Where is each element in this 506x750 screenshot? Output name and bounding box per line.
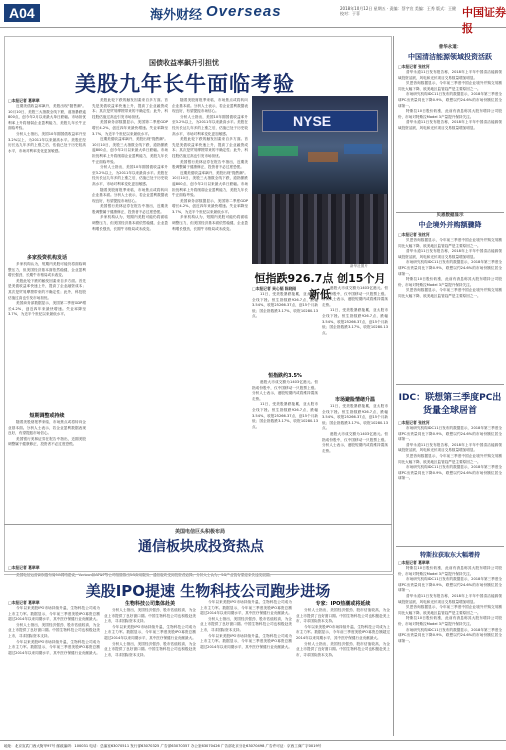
paragraph: 今年以来美股IPO市场持续升温，生物科技公司成为上市主力军。数据显示，今年前三季度美股IPO募资总额超过2014年以来同期水平，其中医疗保健行业贡献最大。: [200, 633, 292, 649]
paragraph: 市场研究机构IDC11日发布的数据显示，2018年第三季度全球PC出货量同比下降0.9%，联想以约24.6%的市场份额位居全球第一。: [398, 627, 502, 643]
story-kicker: 美国电信巨头积极布局: [174, 529, 225, 535]
paragraph: 特斯拉10日股价收涨，此前有消息称其大股东增持公司股份，市场对特斯拉Model 3产量提升保持关注。: [398, 109, 502, 119]
story-column: [8, 600, 100, 738]
story-column: [296, 600, 390, 738]
paragraph: 随着美股财报季来临，市场焦点或将转向企业基本面。分析人士表示，若企业盈利数据表现良好，有望提振市场信心。: [172, 98, 248, 114]
paragraph: 随着美股财报季来临，市场焦点或将转向企业基本面。分析人士表示，若企业盈利数据表现良好，有望提振市场信心。: [92, 187, 168, 203]
paragraph: 普华永道11日发布报告称，2018年上半年中国清洁能源领域投资活跃，风电和光伏项目交易数量增加明显。: [398, 120, 502, 130]
story-kicker: 国债收益率飙升引担忧: [149, 59, 219, 67]
paragraph: 今年以来美股IPO市场持续升温，生物科技公司成为上市主力军。数据显示，今年前三季度美股IPO募资总额超过2014年以来同期水平，其中医疗保健行业贡献最大。: [8, 606, 100, 622]
paragraph: 近期美债收益率飙升，美股出现"抛售潮"。10月10日，美股三大指数全线下跌，道指暴跌逾800点，创今年2月以来最大单日跌幅。市场担忧利率上升将削弱企业盈利能力，美股九年长牛正面临考验。: [92, 137, 168, 164]
nyse-banner: NYSE: [262, 110, 378, 132]
story-headline[interactable]: 恒指跌926.7点 创15个月新低: [254, 272, 386, 301]
subheading: 短期调整或持续: [29, 413, 65, 419]
display-screen: [258, 146, 298, 156]
paragraph: 市场研究机构IDC11日发布的数据显示，2018年第三季度全球PC出货量同比下降0.9%，联想以约24.6%的市场份额位居全球第一。: [398, 260, 502, 276]
paragraph: 普华永道11日发布报告称，2018年上半年中国清洁能源领域投资活跃，风电和光伏项目交易数量增加明显。: [398, 593, 502, 604]
display-screen: [308, 152, 338, 162]
story-column: [92, 98, 168, 518]
nyse-trading-floor-photo: [252, 96, 388, 264]
paragraph: 贝恩咨询数据显示，今年前三季度中国企业境外并购交易额同比大幅下降，欧美地区监管趋严是主要原因之一。: [398, 453, 502, 464]
paragraph: 美国电信运营商积极布局5G网络建设，Verizon和AT&T等公司相继推出5G商用服务，通信板块受到投资者追捧。分析人士认为，5G产业链有望迎来快速发展期。: [16, 573, 274, 577]
subheading: 市场避险情绪升温: [334, 397, 375, 403]
section-title-en: Overseas: [206, 3, 282, 20]
page-number: A04: [4, 4, 40, 22]
paragraph: 特斯拉10日股价收涨，此前有消息称其大股东增持公司股份，市场对特斯拉Model 3产量提升保持关注。: [398, 616, 502, 626]
paragraph: 今年以来美股IPO市场持续升温，生物科技公司成为上市主力军。数据显示，今年前三季度美股IPO募资总额超过2014年以来同期水平，其中医疗保健行业贡献最大。: [104, 624, 196, 640]
story-byline: □本报记者 葛翠翠: [8, 600, 40, 605]
story-headline[interactable]: IDC：联想第三季度PC出货量全球居首: [398, 393, 502, 416]
paragraph: 11日，受美股暴跌拖累，亚太股市全线下挫。恒生指数跌926.7点，跌幅3.54%，收报25266.37点，创15个月新低；国企指数跌3.17%，收报10280.13点。: [252, 292, 318, 319]
footer-info: 地址：北京宣武门西大街甲97号 邮政编码：100031 电话：总编室63070511 发行部63070325 广告部63070357 办公室63070426 广告部北京分社63070498 广告许可证：京西工商广字0019号: [0, 740, 506, 750]
paragraph: 贝恩咨询数据显示，今年前三季度中国企业境外并购交易额同比大幅下降，欧美地区监管趋严是主要原因之一。: [398, 288, 502, 298]
story-headline[interactable]: 通信板块成投资热点: [138, 539, 264, 555]
story-byline: □本报记者 葛翠翠: [8, 565, 40, 570]
paragraph: 普华永道11日发布报告称，2018年上半年中国清洁能源领域投资活跃，风电和光伏项目交易数量增加明显。: [398, 70, 502, 80]
paragraph: 分析人士指出，美国经济强劲、股市估值较高，为企业上市提供了良好窗口期。中国生物科技公司也积极赴美上市，寻求国际资本支持。: [200, 616, 292, 632]
section-divider: [4, 524, 392, 525]
paragraph: 11日，受美股暴跌拖累，亚太股市全线下挫。恒生指数跌926.7点，跌幅3.54%，收报25266.37点，创15个月新低；国企指数跌3.17%，收报10280.13点。: [252, 402, 318, 429]
trader-crowd: [252, 194, 388, 264]
story-column: [398, 420, 502, 544]
paragraph: 分析人士指出，美国10年期国债收益率升至3.2%以上，为2011年以来最高水平。美股在经历长达九年多的上涨之后，估值已处于历史较高水平，市场对利率变化更加敏感。: [92, 165, 168, 186]
paragraph: 分析人士指出，美国10年期国债收益率升至3.2%以上，为2011年以来最高水平。美股在经历长达九年多的上涨之后，估值已处于历史较高水平，市场对利率变化更加敏感。: [8, 131, 86, 153]
section-divider: [396, 384, 504, 385]
paragraph: 美国商务部数据显示，美国第二季度GDP增长4.2%，创近四年来最快增速。失业率降至3.7%，为近半个世纪以来最低水平。: [92, 120, 168, 136]
paragraph: 特斯拉10日股价收涨，此前有消息称其大股东增持公司股份，市场对特斯拉Model 3产量提升保持关注。: [398, 566, 502, 576]
paragraph: 分析人士指出，美国10年期国债收益率升至3.2%以上，为2011年以来最高水平。美股在经历长达九年多的上涨之后，估值已处于历史较高水平，市场对利率变化更加敏感。: [172, 114, 248, 136]
paragraph: 市场研究机构IDC11日发布的数据显示，2018年第三季度全球PC出货量同比下降0.9%，联想以约24.6%的市场份额位居全球第一。: [398, 465, 502, 481]
story-column: [172, 98, 248, 518]
story-column: [104, 600, 196, 738]
paragraph: 11日，受美股暴跌拖累，亚太股市全线下挫。恒生指数跌926.7点，跌幅3.54%，收报25266.37点，创15个月新低；国企指数跌3.17%，收报10280.13点。: [322, 308, 388, 335]
story-headline[interactable]: 特斯拉获取东大幅增持: [419, 552, 480, 559]
story-column: [398, 64, 502, 214]
story-byline: □本报记者 葛翠翠: [8, 98, 40, 103]
display-screen: [344, 144, 382, 154]
subheading: 专家：IPO热潮或将延续: [315, 601, 371, 607]
subheading: 生物科技公司集体赴美: [124, 601, 175, 607]
paragraph: 今年以来美股IPO市场持续升温，生物科技公司成为上市主力军。数据显示，今年前三季度美股IPO募资总额超过2014年以来同期水平，其中医疗保健行业贡献最大。: [296, 624, 390, 640]
story-kicker: 普华永道：: [438, 45, 462, 50]
paragraph: 多家机构认为，短期内美股可能仍将面临调整压力，但美国经济基本面依然稳健，企业盈利增长强劲，长期牛市格局或未改变。: [172, 215, 248, 231]
paragraph: 贝恩咨询数据显示，今年前三季度中国企业境外并购交易额同比大幅下降，欧美地区监管趋严是主要原因之一。: [398, 81, 502, 91]
paragraph: 普华永道11日发布报告称，2018年上半年中国清洁能源领域投资活跃，风电和光伏项目交易数量增加明显。: [398, 249, 502, 259]
subheading: 多家投资机构发话: [26, 255, 67, 261]
story-headline[interactable]: 美股九年长牛面临考验: [75, 72, 295, 96]
paragraph: 美股此轮下跌的触发因素来自多方面。首先是美债收益率快速上升，提高了企业融资成本；其次是贸易摩擦带来的不确定性；此外，科技股估值过高也引发市场担忧。: [172, 137, 248, 158]
header-meta: 2018年10月12日 星期五 · 责编：蔡宇宣 美编：王秀 版式：王健 校对：于菲: [340, 6, 456, 16]
paragraph: 市场研究机构IDC11日发布的数据显示，2018年第三季度全球PC出货量同比下降0.9%，联想以约24.6%的市场份额位居全球第一。: [398, 92, 502, 108]
paragraph: 美股此轮下跌的触发因素来自多方面。首先是美债收益率快速上升，提高了企业融资成本；其次是贸易摩擦带来的不确定性；此外，科技股估值过高也引发市场担忧。: [92, 98, 168, 119]
paper-logo: 中国证券报: [462, 6, 506, 35]
story-kicker: 贝恩数据显示: [436, 213, 464, 218]
section-title-cn: 海外财经: [150, 8, 203, 23]
paragraph: 港股大市成交额为1403亿港元。恒指成份股中，仅中国移动一只股票上涨。分析人士表示，港股短期内或将维持震荡走势。: [252, 380, 318, 401]
story-byline: □本报记者 张枕河: [398, 232, 430, 237]
story-column: [8, 98, 86, 518]
story-column: [200, 600, 292, 738]
paragraph: 市场研究机构IDC11日发布的数据显示，2018年第三季度全球PC出货量同比下降0.9%，联想以约24.6%的市场份额位居全球第一。: [398, 426, 502, 442]
paragraph: 美国商务部数据显示，美国第二季度GDP增长4.2%，创近四年来最快增速。失业率降至3.7%，为近半个世纪以来最低水平。: [8, 301, 86, 317]
paragraph: 今年以来美股IPO市场持续升温，生物科技公司成为上市主力军。数据显示，今年前三季度美股IPO募资总额超过2014年以来同期水平，其中医疗保健行业贡献最大。: [8, 639, 100, 655]
story-byline: □本报记者 张枕河: [398, 420, 430, 425]
paragraph: 普华永道11日发布报告称，2018年上半年中国清洁能源领域投资活跃，风电和光伏项目交易数量增加明显。: [398, 442, 502, 453]
story-headline[interactable]: 中企境外并购额骤降: [418, 221, 482, 229]
story-byline: □本报记者 吴心韬 陈晓刚: [252, 286, 297, 291]
paragraph: 分析人士指出，美国经济强劲、股市估值较高，为企业上市提供了良好窗口期。中国生物科技公司也积极赴美上市，寻求国际资本支持。: [296, 608, 390, 624]
paragraph: 近期美债收益率飙升，美股出现"抛售潮"。10月10日，美股三大指数全线下跌，道指暴跌逾800点，创今年2月以来最大单日跌幅。市场担忧利率上升将削弱企业盈利能力，美股九年长牛正面临考验。: [172, 170, 248, 198]
paragraph: 美国银行美林证券在报告中指出，近期美股调整属于健康修正，投资者不必过度恐慌。: [8, 436, 86, 447]
paragraph: 分析人士指出，美国经济强劲、股市估值较高，为企业上市提供了良好窗口期。中国生物科技公司也积极赴美上市，寻求国际资本支持。: [104, 641, 196, 657]
paragraph: 美国银行美林证券在报告中指出，近期美股调整属于健康修正，投资者不必过度恐慌。: [172, 159, 248, 170]
section-divider: [396, 546, 504, 547]
paragraph: 分析人士指出，美国经济强劲、股市估值较高，为企业上市提供了良好窗口期。中国生物科技公司也积极赴美上市，寻求国际资本支持。: [104, 608, 196, 624]
paragraph: 贝恩咨询数据显示，今年前三季度中国企业境外并购交易额同比大幅下降，欧美地区监管趋严是主要原因之一。: [398, 238, 502, 248]
story-byline: □本报记者 张枕河: [398, 64, 430, 69]
story-column: [398, 560, 502, 736]
paragraph: 特斯拉10日股价收涨，此前有消息称其大股东增持公司股份，市场对特斯拉Model 3产量提升保持关注。: [398, 277, 502, 287]
story-headline[interactable]: 美股IPO提速 生物科技公司跑步进场: [85, 582, 331, 600]
paragraph: 多家机构认为，短期内美股可能仍将面临调整压力，但美国经济基本面依然稳健，企业盈利增长强劲，长期牛市格局或未改变。: [92, 215, 168, 231]
story-column: [322, 286, 388, 520]
paragraph: 市场研究机构IDC11日发布的数据显示，2018年第三季度全球PC出货量同比下降0.9%，联想以约24.6%的市场份额位居全球第一。: [398, 577, 502, 593]
paragraph: 贝恩咨询数据显示，今年前三季度中国企业境外并购交易额同比大幅下降，欧美地区监管趋严是主要原因之一。: [398, 605, 502, 615]
story-headline[interactable]: 中国清洁能源领域投资活跃: [408, 53, 492, 61]
paragraph: 11日，受美股暴跌拖累，亚太股市全线下挫。恒生指数跌926.7点，跌幅3.54%，收报25266.37点，创15个月新低；国企指数跌3.17%，收报10280.13点。: [322, 404, 388, 431]
paragraph: 随着美股财报季来临，市场焦点或将转向企业基本面。分析人士表示，若企业盈利数据表现良好，有望提振市场信心。: [8, 420, 86, 436]
photo-credit: 新华社图片: [350, 264, 368, 268]
paragraph: 港股大市成交额为1403亿港元。恒指成份股中，仅中国移动一只股票上涨。分析人士表示，港股短期内或将维持震荡走势。: [322, 431, 388, 453]
paragraph: 美国商务部数据显示，美国第二季度GDP增长4.2%，创近四年来最快增速。失业率降至3.7%，为近半个世纪以来最低水平。: [172, 198, 248, 214]
story-column: [252, 286, 318, 520]
story-body: [8, 554, 388, 577]
paragraph: 近期美债收益率飙升，美股出现"抛售潮"。10月10日，美股三大指数全线下跌，道指暴跌逾800点，创今年2月以来最大单日跌幅。市场担忧利率上升将削弱企业盈利能力，美股九年长牛正面临考验。: [8, 104, 86, 131]
paragraph: 今年以来美股IPO市场持续升温，生物科技公司成为上市主力军。数据显示，今年前三季度美股IPO募资总额超过2014年以来同期水平，其中医疗保健行业贡献最大。: [200, 600, 292, 616]
story-byline: □本报记者 葛翠翠: [398, 560, 430, 565]
paragraph: 美股此轮下跌的触发因素来自多方面。首先是美债收益率快速上升，提高了企业融资成本；其次是贸易摩擦带来的不确定性；此外，科技股估值过高也引发市场担忧。: [8, 278, 86, 300]
paragraph: 多家机构认为，短期内美股可能仍将面临调整压力，但美国经济基本面依然稳健，企业盈利增长强劲，长期牛市格局或未改变。: [8, 262, 86, 278]
paragraph: 港股大市成交额为1403亿港元。恒指成份股中，仅中国移动一只股票上涨。分析人士表示，港股短期内或将维持震荡走势。: [322, 286, 388, 307]
paragraph: 分析人士指出，美国经济强劲、股市估值较高，为企业上市提供了良好窗口期。中国生物科技公司也积极赴美上市，寻求国际资本支持。: [8, 622, 100, 638]
paragraph: 美国银行美林证券在报告中指出，近期美股调整属于健康修正，投资者不必过度恐慌。: [92, 204, 168, 214]
paragraph: 分析人士指出，美国经济强劲、股市估值较高，为企业上市提供了良好窗口期。中国生物科技公司也积极赴美上市，寻求国际资本支持。: [296, 641, 390, 657]
subheading: 恒指跌约3.5%: [268, 373, 302, 379]
story-column: [398, 232, 502, 382]
